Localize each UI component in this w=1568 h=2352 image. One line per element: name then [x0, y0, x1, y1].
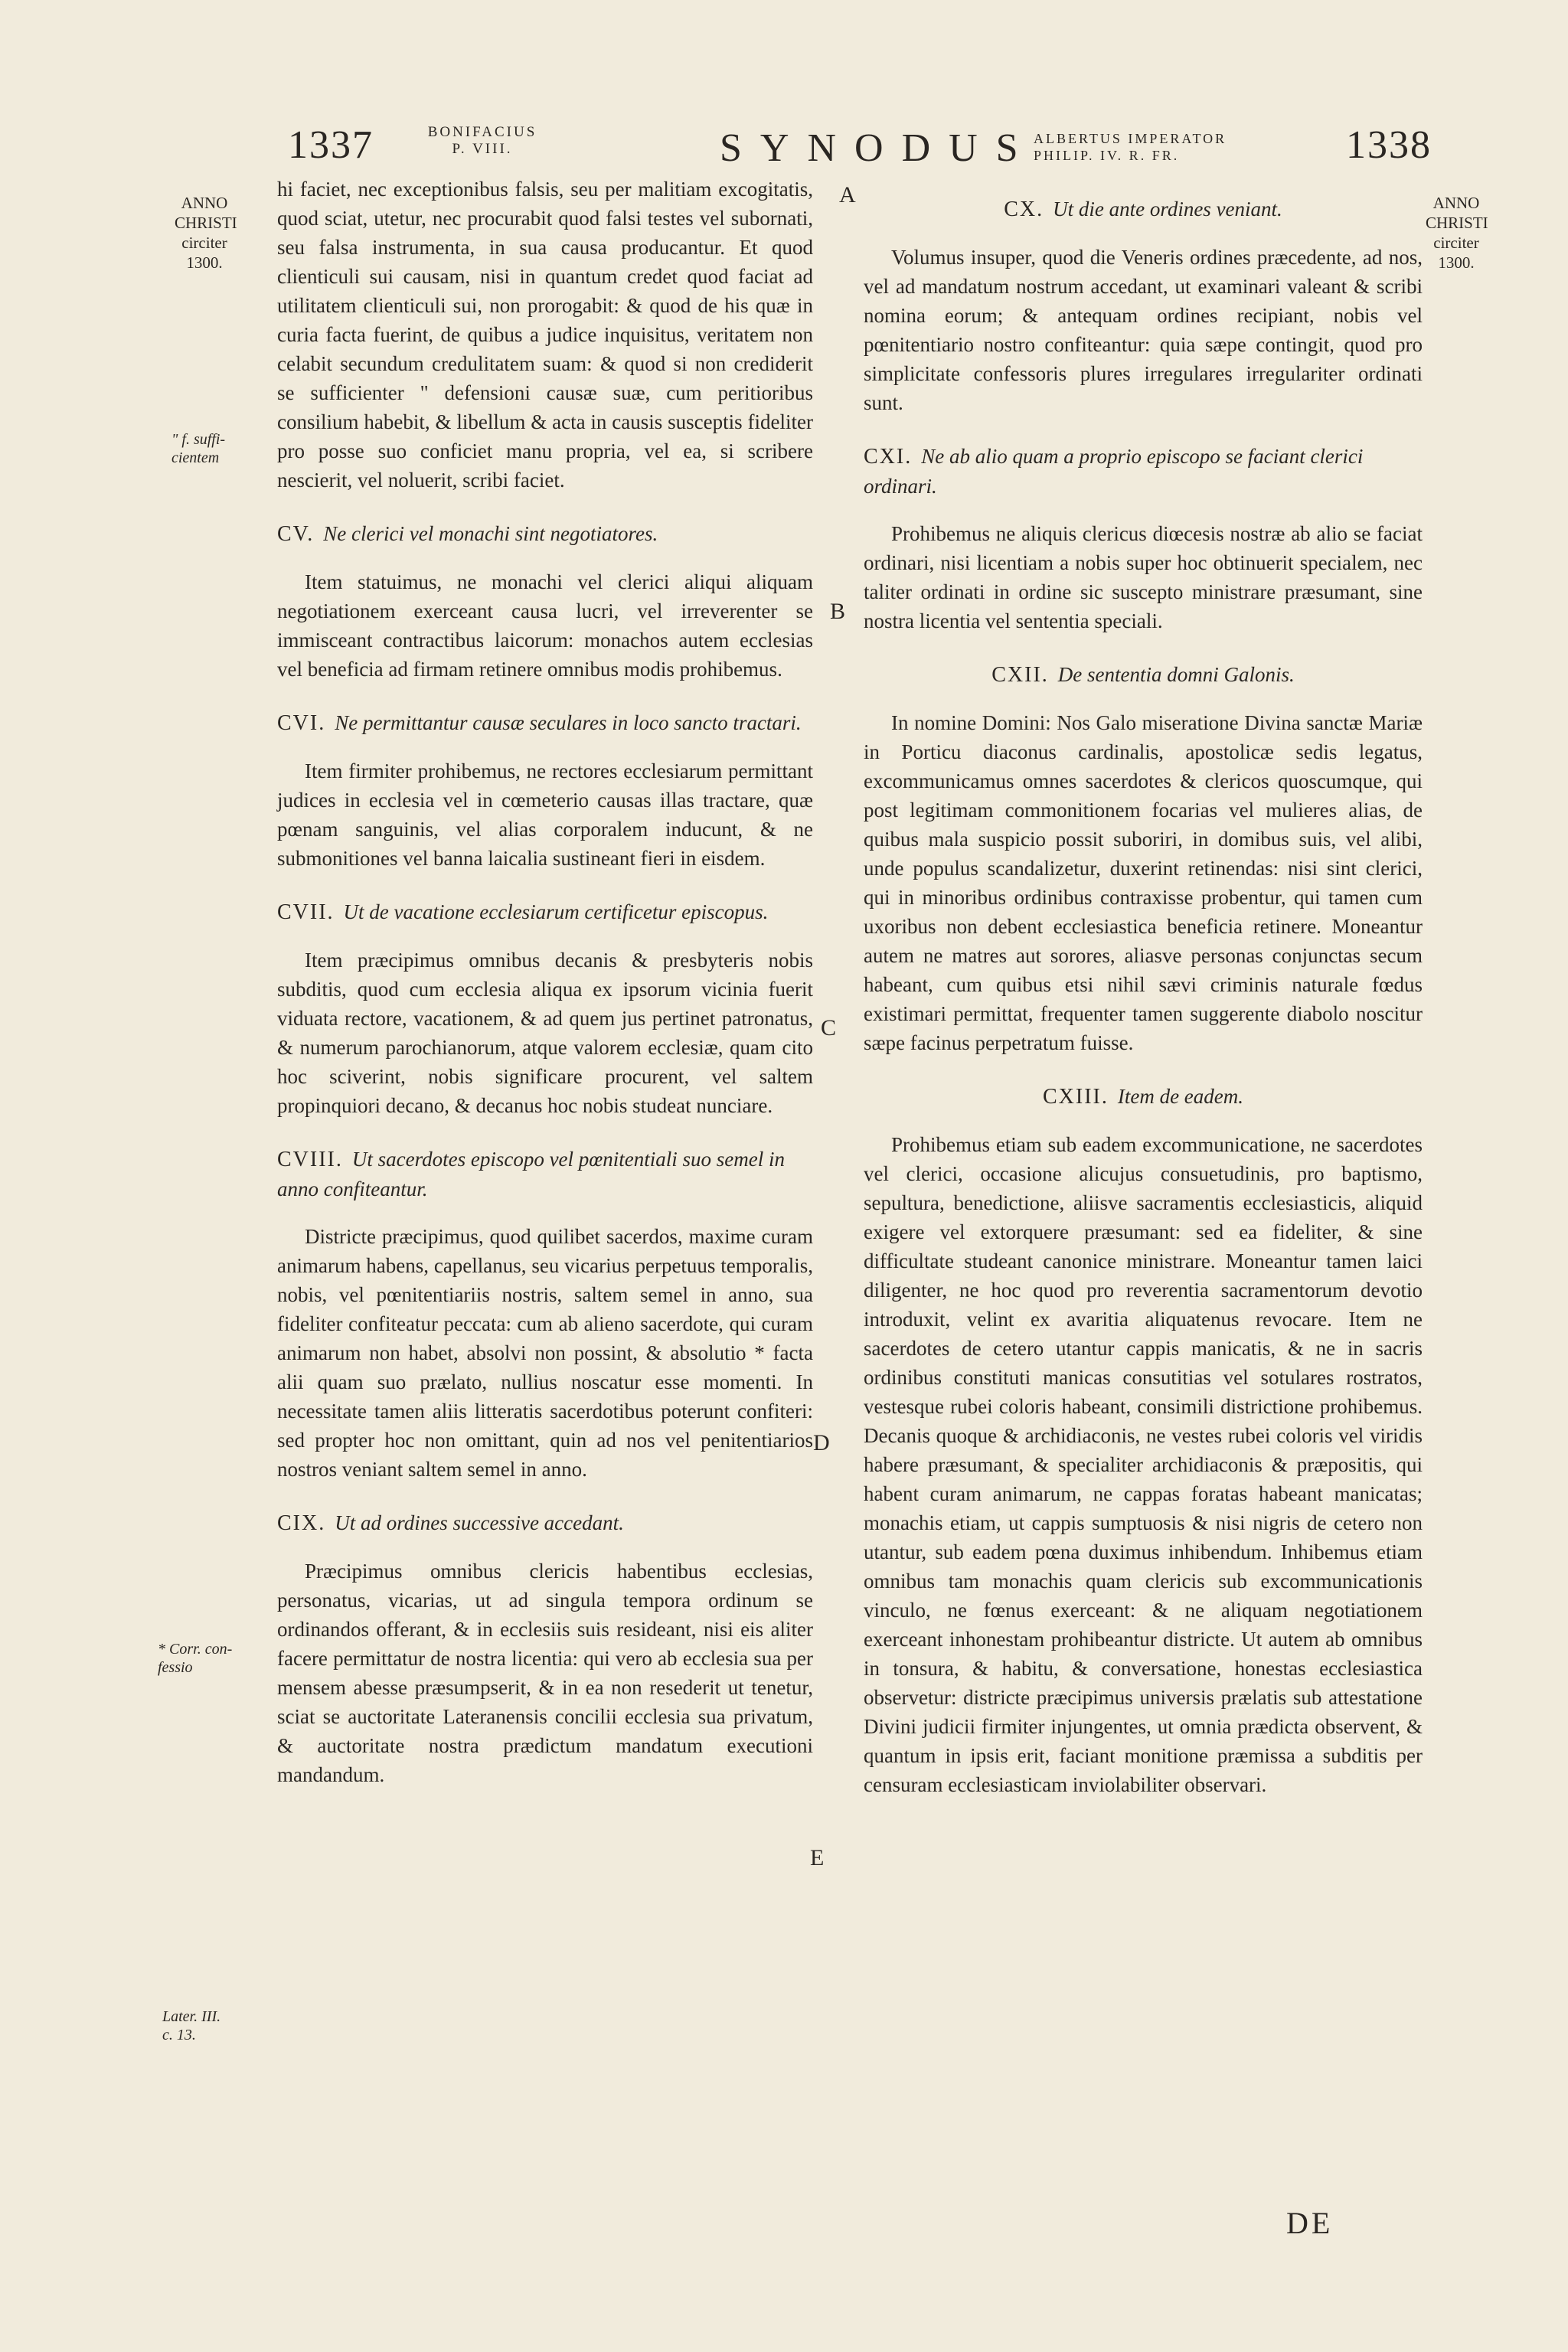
section-letter-d: D [813, 1430, 830, 1455]
chapter-title: Ut sacerdotes episcopo vel pœnitentiali suo semel in anno confiteantur. [277, 1148, 786, 1200]
margin-note-line: Later. III. [162, 2008, 221, 2025]
chapter-heading-cvi [277, 708, 813, 738]
chapter-number: CX. [1004, 198, 1044, 221]
section-letter-e: E [810, 1845, 825, 1870]
chapter-heading-cx [864, 194, 1423, 224]
margin-anno-right-line: ANNO [1432, 194, 1480, 212]
chapter-title: Ut die ante ordines veniant. [1053, 198, 1282, 220]
chapter-text: Districte præcipimus, quod quilibet sacerdos, maxime curam animarum habens, capellanus, seu vicarius perpetuus temporalis, nobis, vel pœnitentiariis nostris, saltem semel in anno, sua fideliter confiteatur peccata: cum ab alieno sacerdote, qui curam animarum non habet, absolvi non possint, & absolutio * facta alii quam suo prælato, nullius noscatur esse momenti. In necessitate tamen aliis litteratis sacerdotibus poterunt confiteri: sed propter hoc non omittant, quin ad nos vel penitentiarios nostros veniant saltem semel in anno. [277, 1225, 813, 1481]
chapter-title: Ut de vacatione ecclesiarum certificetur episcopus. [343, 900, 769, 923]
running-head-left-line-2: P. VIII. [452, 141, 513, 157]
chapter-heading-cxi [864, 442, 1423, 501]
margin-anno-right-line: circiter [1433, 234, 1479, 252]
left-column [277, 175, 813, 1789]
margin-note-lateran [162, 2007, 247, 2044]
margin-anno-left-line: circiter [181, 234, 227, 252]
chapter-title: Ne clerici vel monachi sint negotiatores. [323, 522, 658, 545]
chapter-title: Ut ad ordines successive accedant. [335, 1511, 624, 1534]
chapter-text: Prohibemus etiam sub eadem excommunicatione, ne sacerdotes vel clerici, occasione alicujus consuetudinis, pro baptismo, sepultura, benedictione, aliisve sacramentis ecclesiasticis, aliquid exigere vel extorquere præsumant: sed ea fideliter, & sine difficultate studeant canonice ministrare. Moneantur tamen laici diligenter, ne hoc quod pro reverentia sacramentorum devotio introduxit, velint ex avaritia aliquatenus revocare. Item ne sacerdotes de cetero utantur cappis manicatis, & ne in sacris ordinibus constituti manicas consutitias vel sotulares rostratos, vestesque rubei coloris habeant, consimili districtione prohibemus. Decanis quoque & archidiaconis, ne vestes rubei coloris vel viridis habere præsumant, & specialiter archidiaconis & præpositis, qui habent curam animarum, ne cappas foratas habeant manicatas; monachis etiam, ut cappis sumptuosis & nisi nigris de cetero non utantur, sub eadem pœna duximus inhibendum. Inhibemus etiam omnibus tam monachis quam clericis sub excommunicationis vinculo, ne fœnus exerceant: & ne aliquam negotiationem exerceant inhonestam prohibeantur districte. Ut autem ab omnibus in tonsura, & habitu, & conversatione, honestas ecclesiastica observetur: districte præcipimus universis prælatis sub attestatione Divini judicii firmiter injungentes, ut omnia prædicta observent, & quantum in ipsis erit, faciant monitione præmissa a subditis per censuram ecclesiasticam inviolabiliter observari. [864, 1133, 1423, 1796]
catchword: DE [1286, 2206, 1334, 2240]
running-head-left-line-1: BONIFACIUS [427, 124, 537, 140]
chapter-text: Volumus insuper, quod die Veneris ordines præcedente, ad nos, vel ad mandatum nostrum accedant, ut examinari valeant & scribi nomina eorum; & antequam ordines recipiant, nobis vel pœnitentiario nostro confiteantur: quia sæpe contingit, quod pro simplicitate confessoris plures irregulares irregulariter ordinati sunt. [864, 246, 1423, 414]
chapter-number: CXI. [864, 445, 913, 469]
margin-note-line: c. 13. [162, 2027, 196, 2043]
margin-note-line: fessio [158, 1659, 193, 1676]
opening-paragraph: hi faciet, nec exceptionibus falsis, seu per malitiam excogitatis, quod sciat, utetur, nec procurabit quod falsi testes vel subornati, seu falsa instrumenta, in sua causa producantur. Et quod clienticuli sui causam, nisi in quantum credet quod faciat ad utilitatem clienticuli sui, non prorogabit: & quod de his quæ in curia facta fuerint, de quibus a judice inquisitus, veritatem non celabit secundum credulitatem suam: & quod si non crediderit se sufficienter " defensioni causæ suæ, cum peritioribus consilium habebit, & libellum & acta in causis susceptis fideliter pro posse suo conficiet manu propria, vel ea, si scribere nescierit, vel noluerit, scribi faciet. [277, 178, 813, 492]
chapter-text: Item statuimus, ne monachi vel clerici aliqui aliquam negotiationem exerceant causa lucri, vel irreverenter se immisceant contractibus laicorum: monachos autem ecclesias vel beneficia ad firmam retinere omnibus modis prohibemus. [277, 570, 813, 681]
running-head-right-line-1: ALBERTUS IMPERATOR [1034, 131, 1227, 146]
chapter-heading-cix [277, 1508, 813, 1538]
running-head-left [413, 124, 551, 158]
margin-note-line: * Corr. con- [158, 1641, 233, 1658]
margin-note-line: cientem [172, 449, 220, 466]
chapter-text: Præcipimus omnibus clericis habentibus ecclesias, personatus, vicarias, ut ad singula tempora ordinum se ordinandos offerant, & in ecclesiis suis resideant, nisi eis aliter facere permittatur de nostra licentia: qui vero ab ecclesia sua per mensem abesse præsumpserit, & in ea non resederit ut tenetur, sciat se auctoritate Lateranensis concilii ecclesia sua privatum, & auctoritate nostra prædictum mandatum executioni mandandum. [277, 1560, 813, 1786]
page-number-left: 1337 [288, 123, 374, 167]
page-number-right: 1338 [1346, 123, 1432, 167]
chapter-heading-cxii [864, 660, 1423, 690]
right-column [864, 194, 1423, 1799]
running-head-right-line-2: PHILIP. IV. R. FR. [1034, 148, 1180, 163]
chapter-title: De sententia domni Galonis. [1057, 663, 1295, 686]
chapter-text: Item firmiter prohibemus, ne rectores ecclesiarum permittant judices in ecclesia vel in cœmeterio causas illas tractare, quæ pœnam sanguinis, vel alias corporalem inducunt, & ne submonitiones vel banna laicalia sustineant fieri in eisdem. [277, 760, 813, 870]
chapter-heading-cviii [277, 1145, 813, 1204]
section-letter-c: C [821, 1015, 837, 1040]
chapter-title: Item de eadem. [1117, 1085, 1244, 1108]
chapter-number: CXII. [991, 663, 1049, 687]
margin-anno-left-line: 1300. [186, 253, 223, 272]
chapter-number: CV. [277, 522, 315, 546]
margin-anno-left-line: ANNO [181, 194, 228, 212]
margin-anno-left [175, 193, 237, 273]
running-head-right [1034, 130, 1286, 164]
chapter-heading-cvii [277, 897, 813, 927]
margin-anno-right-line: CHRISTI [1426, 214, 1488, 232]
chapter-title: Ne permittantur causæ seculares in loco sancto tractari. [335, 711, 802, 734]
chapter-heading-cxiii [864, 1082, 1423, 1112]
chapter-text: Item præcipimus omnibus decanis & presbyteris nobis subditis, quod cum ecclesia aliqua ex ipsorum vicinia fuerit viduata rectore, vacationem, & ad quem jus pertinet patronatus, & numerum parochianorum, atque valorem ecclesiæ, quam cito hoc sciverint, nobis significare procurent, vel saltem propinquiori decano, & decanus hoc nobis studeat nunciare. [277, 949, 813, 1117]
chapter-number: CIX. [277, 1511, 326, 1535]
chapter-number: CVIII. [277, 1148, 343, 1171]
chapter-text: In nomine Domini: Nos Galo miseratione Divina sanctæ Mariæ in Porticu diaconus cardinalis, apostolicæ sedis legatus, excommunicamus omnes sacerdotes & clericos quoscumque, qui post legitimam commonitionem focarias vel mulieres alias, de quibus mala suspicio possit suboriri, in domibus suis, vel alibi, unde populus scandalizetur, duxerint retinendas: nisi sint clerici, qui in minoribus ordinibus contraxisse probentur, qui tamen cum uxoribus non debent ecclesiastica beneficia retinere. Moneantur autem ne matres aut sorores, aliasve personas conjunctas secum habeant, cum quibus etsi nihil sævi criminis naturale fœdus existimari permittat, frequenter tamen suggerente diabolo noscitur sæpe facinus perpetratum fuisse. [864, 711, 1423, 1054]
margin-note-line: " f. suffi- [172, 431, 226, 448]
chapter-heading-cv [277, 519, 813, 549]
margin-anno-right [1426, 193, 1487, 273]
margin-note-confessio [158, 1640, 265, 1677]
chapter-title: Ne ab alio quam a proprio episcopo se faciant clerici ordinari. [864, 445, 1364, 498]
running-head-title: SYNODUS [720, 126, 1037, 170]
margin-anno-left-line: CHRISTI [175, 214, 237, 232]
chapter-number: CXIII. [1042, 1085, 1109, 1109]
chapter-text: Prohibemus ne aliquis clericus diœcesis nostræ ab alio se faciat ordinari, nisi licentiam a nobis super hoc obtinuerit specialem, nec taliter ordinati in ordine sic suscepto ministrare præsumant, sine nostra licentia vel sententia speciali. [864, 522, 1423, 632]
margin-anno-right-line: 1300. [1438, 253, 1475, 272]
section-letter-b: B [830, 599, 846, 624]
chapter-number: CVI. [277, 711, 326, 735]
section-letter-a: A [839, 182, 856, 207]
chapter-number: CVII. [277, 900, 335, 924]
margin-note-sufficientem [172, 430, 248, 467]
